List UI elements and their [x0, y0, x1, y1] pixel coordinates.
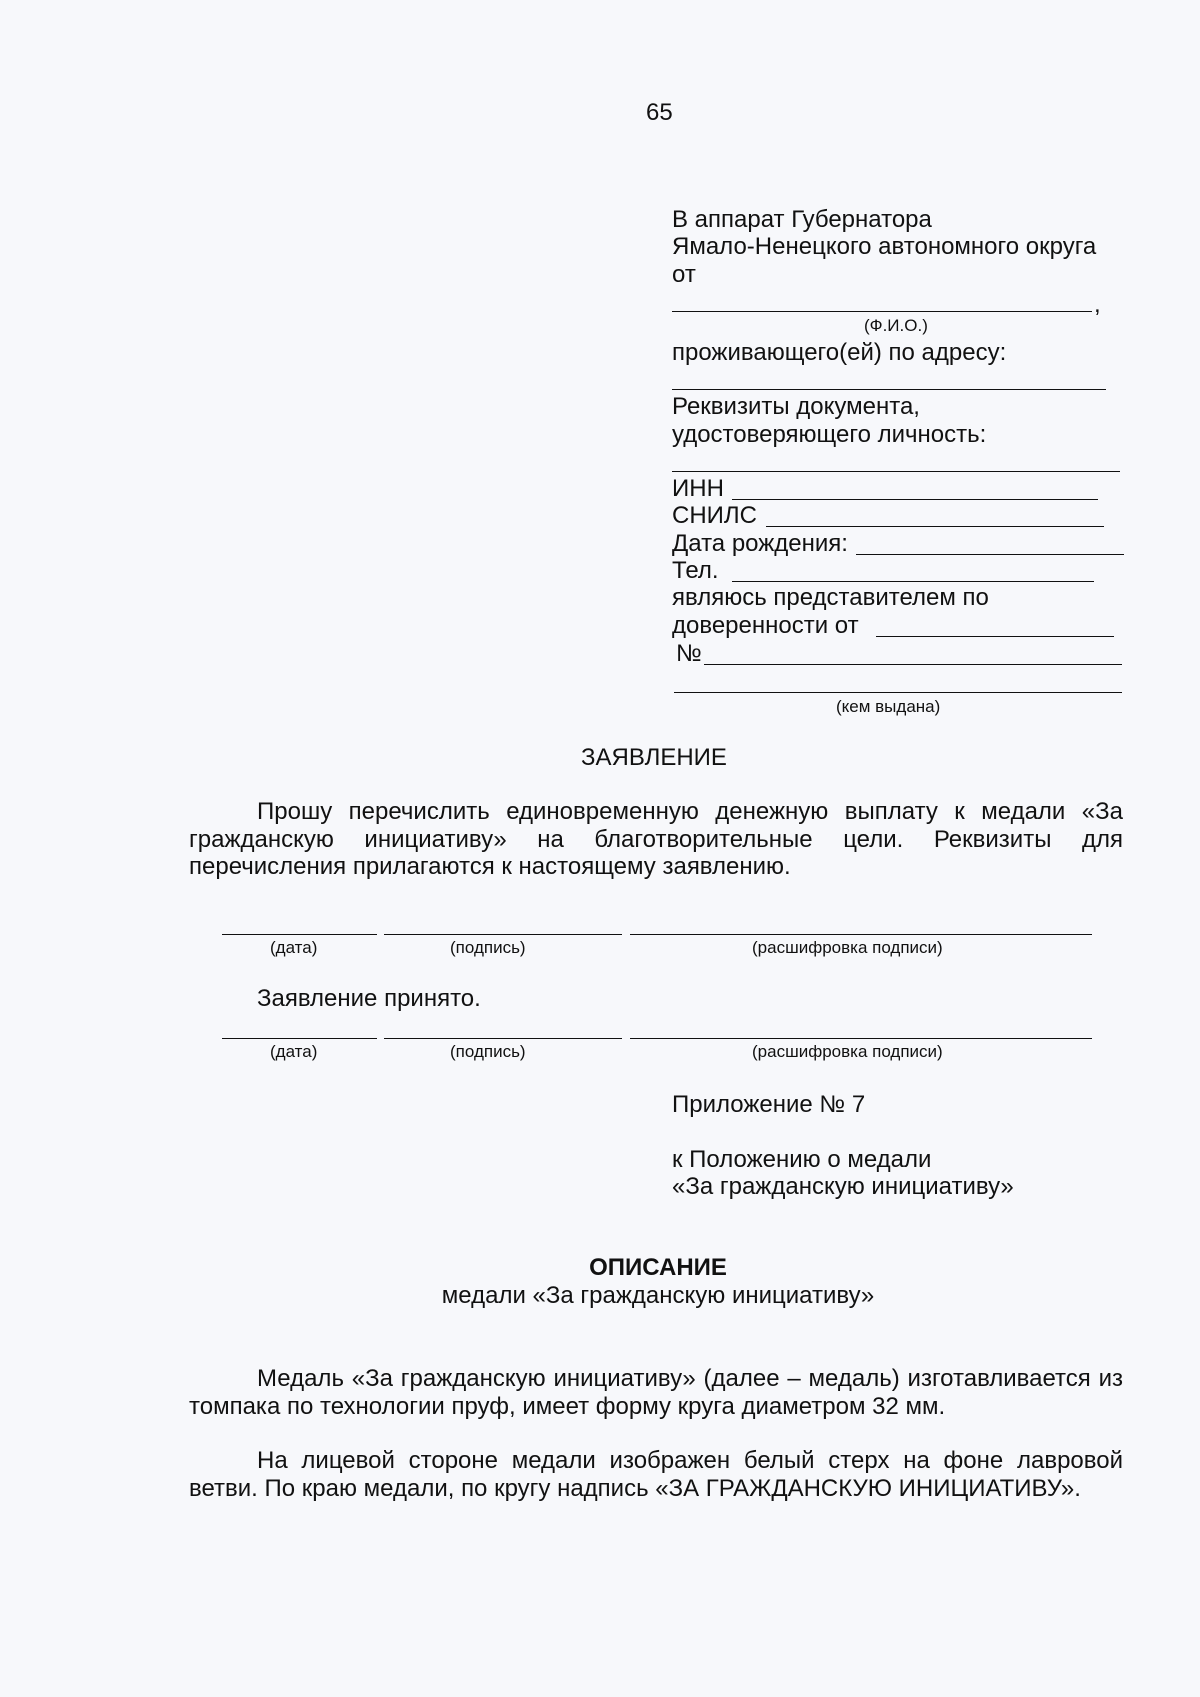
birth-date-field-line[interactable]: [856, 554, 1124, 555]
birth-date-label: Дата рождения:: [672, 530, 848, 557]
appendix-ref-line-1: к Положению о медали: [672, 1146, 932, 1173]
appendix-number: Приложение № 7: [672, 1091, 866, 1118]
from-label: от: [672, 261, 696, 288]
number-sign: №: [676, 640, 702, 667]
sig2-decoding-line[interactable]: [630, 1038, 1092, 1039]
phone-label: Тел.: [672, 557, 719, 584]
description-paragraph-2: [189, 1447, 1123, 1502]
sig1-signature-caption: (подпись): [450, 938, 526, 957]
fio-comma: ,: [1094, 291, 1101, 318]
statement-title: ЗАЯВЛЕНИЕ: [581, 744, 727, 771]
statement-text: Прошу перечислить единовременную денежную выплату к медали «За гражданскую инициативу» на благотворительные цели. Реквизиты для перечисления прилагаются к настоящему заявлению.: [189, 798, 1123, 880]
sig2-date-caption: (дата): [270, 1042, 318, 1061]
sig2-decoding-caption: (расшифровка подписи): [752, 1042, 943, 1061]
sig1-decoding-line[interactable]: [630, 934, 1092, 935]
description-title: ОПИСАНИЕ: [589, 1254, 727, 1281]
sig1-date-line[interactable]: [222, 934, 377, 935]
doc-requisites-line-1: Реквизиты документа,: [672, 393, 920, 420]
doc-requisites-line-2: удостоверяющего личность:: [672, 421, 987, 448]
page-number: 65: [646, 99, 673, 126]
sig2-signature-line[interactable]: [384, 1038, 622, 1039]
snils-label: СНИЛС: [672, 502, 757, 529]
representative-label: являюсь представителем по: [672, 584, 989, 611]
fio-caption: (Ф.И.О.): [864, 316, 928, 335]
description-text-2: На лицевой стороне медали изображен белый стерх на фоне лавровой ветви. По краю медали, по кругу надпись «ЗА ГРАЖДАНСКУЮ ИНИЦИАТИВУ».: [189, 1447, 1123, 1502]
fio-field-line[interactable]: [672, 311, 1092, 312]
residing-label: проживающего(ей) по адресу:: [672, 339, 1007, 366]
addressee-line-2: Ямало-Ненецкого автономного округа: [672, 233, 1097, 260]
description-text-1: Медаль «За гражданскую инициативу» (далее – медаль) изготавливается из томпака по технологии пруф, имеет форму круга диаметром 32 мм.: [189, 1365, 1123, 1420]
statement-accepted: Заявление принято.: [257, 985, 481, 1012]
power-of-attorney-date-line[interactable]: [876, 636, 1114, 637]
snils-field-line[interactable]: [766, 526, 1104, 527]
doc-requisites-field-line[interactable]: [672, 471, 1120, 472]
sig2-date-line[interactable]: [222, 1038, 377, 1039]
inn-field-line[interactable]: [732, 499, 1098, 500]
power-of-attorney-label: доверенности от: [672, 612, 859, 639]
description-paragraph-1: [189, 1365, 1123, 1420]
statement-paragraph: [189, 798, 1123, 881]
description-subtitle: медали «За гражданскую инициативу»: [441, 1282, 875, 1309]
appendix-ref-line-2: «За гражданскую инициативу»: [672, 1173, 1014, 1200]
power-of-attorney-number-line[interactable]: [704, 664, 1122, 665]
sig1-date-caption: (дата): [270, 938, 318, 957]
phone-field-line[interactable]: [732, 581, 1094, 582]
addressee-line-1: В аппарат Губернатора: [672, 206, 932, 233]
inn-label: ИНН: [672, 475, 724, 502]
sig2-signature-caption: (подпись): [450, 1042, 526, 1061]
issued-by-field-line[interactable]: [674, 692, 1122, 693]
sig1-signature-line[interactable]: [384, 934, 622, 935]
sig1-decoding-caption: (расшифровка подписи): [752, 938, 943, 957]
address-field-line[interactable]: [672, 389, 1106, 390]
issued-by-caption: (кем выдана): [836, 697, 941, 716]
